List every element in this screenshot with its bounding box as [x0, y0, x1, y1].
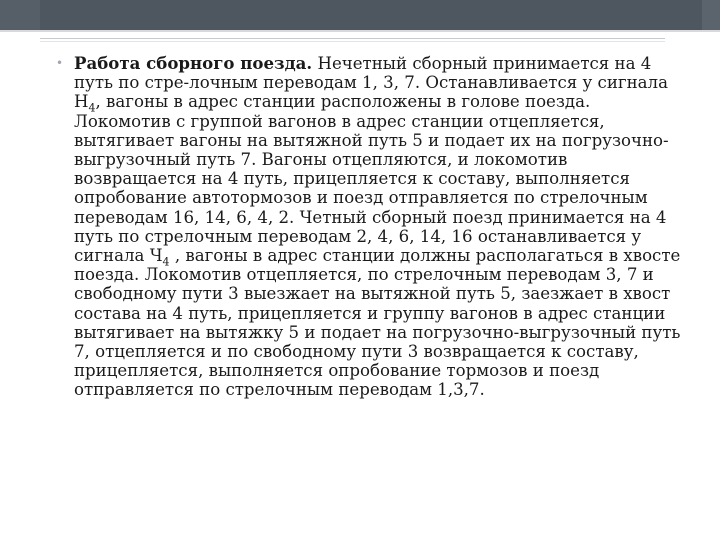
slide-body	[56, 54, 684, 400]
divider-line	[40, 38, 665, 39]
signal-subscript-2: 4	[162, 255, 170, 269]
paragraph-text-part-1: Нечетный сборный принимается на 4 путь по стре-лочным переводам 1, 3, 7. Останавливается у сигнала Н	[74, 54, 668, 112]
divider-line-secondary	[40, 41, 665, 42]
header-band-corner	[702, 0, 720, 30]
bullet-paragraph	[56, 54, 684, 400]
paragraph-text-part-3: , вагоны в адрес станции должны располагаться в хвосте поезда. Локомотив отцепляется, по стрелочным переводам 3, 7 и свободному пути 3 выезжает на вытяжной путь 5, заезжает в хвост состава на 4 путь, прицепляется и группу вагонов в адрес станции вытягивает на вытяжку 5 и подает на погрузочно-выгрузочный путь 7, отцепляется и по свободному пути 3 возвращается к составу, прицепляется, выполняется опробование тормозов и поезд отправляется по стрелочным переводам 1,3,7.	[74, 246, 681, 400]
header-band	[0, 0, 720, 32]
paragraph-title: Работа сборного поезда.	[74, 53, 313, 73]
paragraph-text-part-2: , вагоны в адрес станции расположены в голове поезда. Локомотив с группой вагонов в адрес станции отцепляется, вытягивает вагоны на вытяжной путь 5 и подает их на погрузочно-выгрузочный путь 7. Вагоны отцепляются, и локомотив возвращается на 4 путь, прицепляется к составу, выполняется опробование автотормозов и поезд отправляется по стрелочным переводам 16, 14, 6, 4, 2. Четный сборный поезд принимается на 4 путь по стрелочным переводам 2, 4, 6, 14, 16 останавливается у сигнала Ч	[74, 92, 669, 266]
header-band-panel	[40, 0, 705, 30]
signal-subscript-1: 4	[88, 101, 96, 115]
bullet-icon: •	[56, 56, 64, 70]
